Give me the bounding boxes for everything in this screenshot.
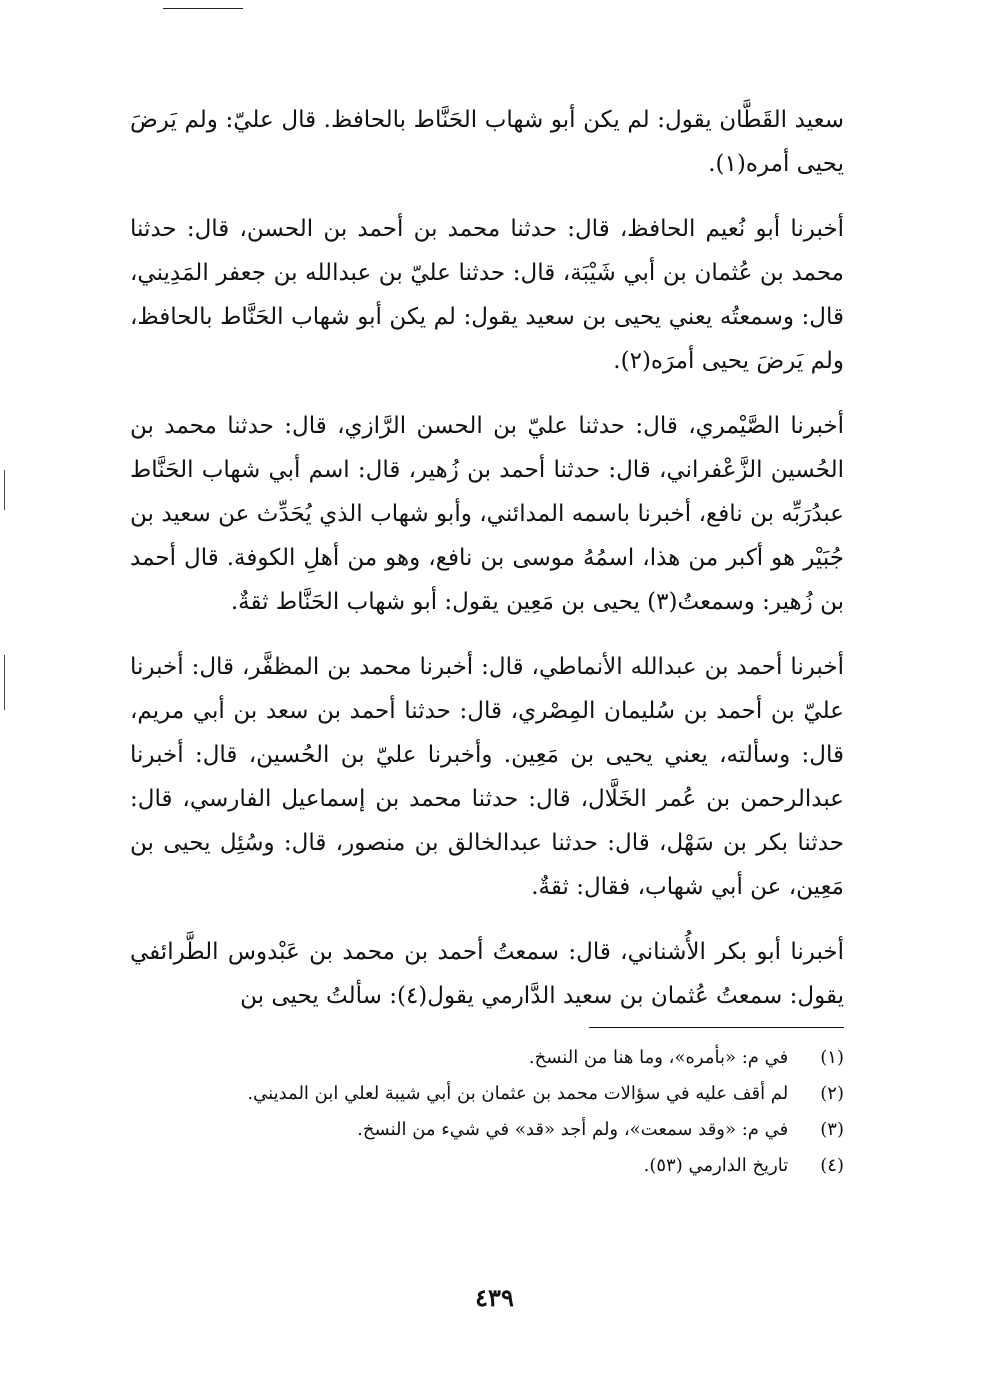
paragraph: أخبرنا أحمد بن عبدالله الأنماطي، قال: أخبرنا محمد بن المظفَّر، قال: أخبرنا عليّ بن أحمد بن سُليمان المِصْري، قال: حدثنا أحمد بن سعد بن أبي مريم، قال: وسألته، يعني يحيى بن مَعِين. وأخبرنا عليّ بن الحُسين، قال: أخبرنا عبدالرحمن بن عُمر الخَلَّال، قال: حدثنا محمد بن إسماعيل الفارسي، قال: حدثنا بكر بن سَهْل، قال: حدثنا عبدالخالق بن منصور، قال: وسُئِل يحيى بن مَعِين، عن أبي شهاب، فقال: ثقةٌ. [130, 654, 844, 900]
footnote-number: (٣) [820, 1119, 844, 1140]
footnotes [200, 1040, 844, 1184]
footnote-text: في م: «بأمره»، وما هنا من النسخ. [528, 1047, 789, 1068]
paragraph: أخبرنا الصَّيْمري، قال: حدثنا عليّ بن الحسن الرَّازي، قال: حدثنا محمد بن الحُسين الزَّعْفراني، قال: حدثنا أحمد بن زُهير، قال: اسم أبي شهاب الحَنَّاط عبدُرَبِّه بن نافع، أخبرنا باسمه المدائني، وأبو شهاب الذي يُحَدِّث عن سعيد بن جُبَيْر هو أكبر من هذا، اسمُهُ موسى بن نافع، وهو من أهلِ الكوفة. قال أحمد بن زُهير: وسمعتُ(٣) يحيى بن مَعِين يقول: أبو شهاب الحَنَّاط ثقةٌ. [130, 413, 844, 615]
page-number: ٤٣٩ [475, 1283, 514, 1312]
footnote-number: (٤) [820, 1155, 844, 1176]
paragraph: سعيد القَطَّان يقول: لم يكن أبو شهاب الحَنَّاط بالحافظ. قال عليّ: ولم يَرضَ يحيى أمره(١). [130, 107, 844, 177]
paragraph: أخبرنا أبو بكر الأُشناني، قال: سمعتُ أحمد بن محمد بن عَبْدوس الطَّرائفي يقول: سمعتُ عُثمان بن سعيد الدَّارمي يقول(٤): سألتُ يحيى بن [130, 939, 844, 1009]
footnote-number: (١) [820, 1047, 844, 1068]
main-text [130, 98, 844, 1039]
paragraph: أخبرنا أبو نُعيم الحافظ، قال: حدثنا محمد بن أحمد بن الحسن، قال: حدثنا محمد بن عُثمان بن أبي شَيْبَة، قال: حدثنا عليّ بن عبدالله بن جعفر المَدِيني، قال: وسمعتُه يعني يحيى بن سعيد يقول: لم يكن أبو شهاب الحَنَّاط بالحافظ، ولم يَرضَ يحيى أمرَه(٢). [130, 216, 844, 374]
footnote [200, 1040, 844, 1076]
footnote [200, 1076, 844, 1112]
footnote-rule [589, 1027, 844, 1028]
footnote-text: لم أقف عليه في سؤالات محمد بن عثمان بن أبي شيبة لعلي ابن المديني. [247, 1083, 789, 1104]
footnote [200, 1112, 844, 1148]
margin-mark [4, 470, 5, 510]
margin-mark [4, 655, 5, 710]
footnote-text: في م: «وقد سمعت»، ولم أجد «قد» في شيء من النسخ. [357, 1119, 789, 1140]
footnote-number: (٢) [820, 1083, 844, 1104]
top-rule [163, 8, 243, 9]
footnote-text: تاريخ الدارمي (٥٣). [643, 1155, 789, 1176]
footnote [200, 1148, 844, 1184]
